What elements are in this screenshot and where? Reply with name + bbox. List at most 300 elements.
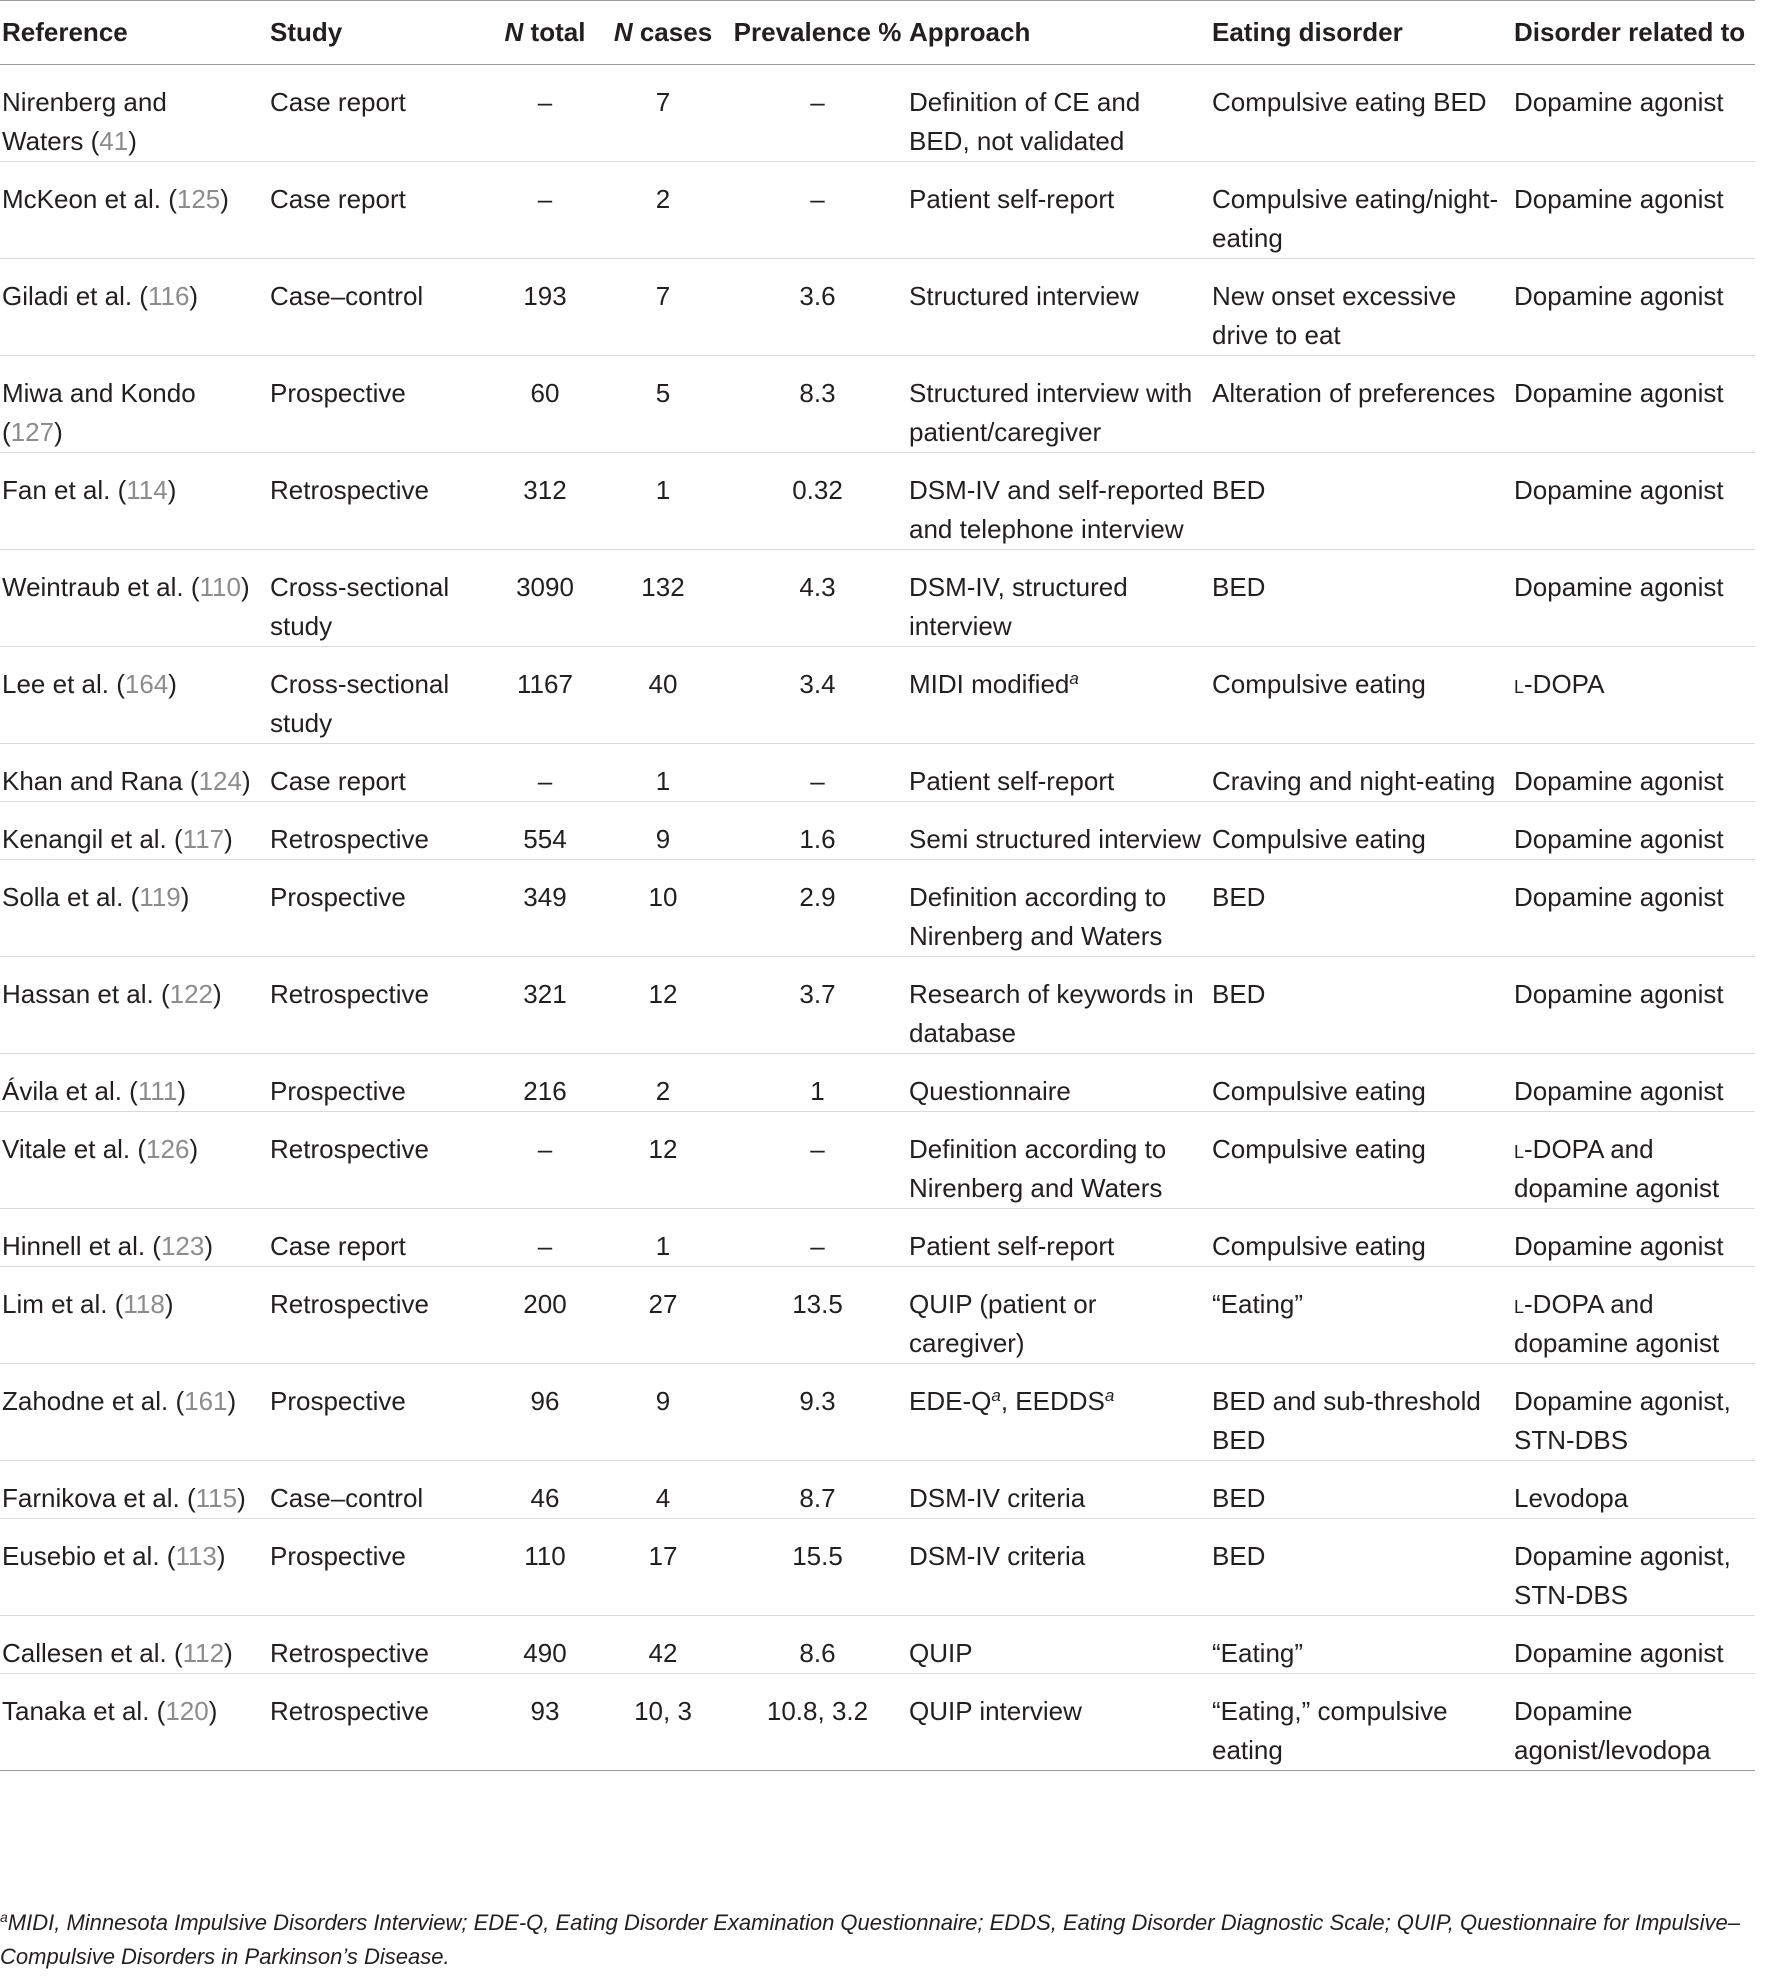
footnote-marker: a bbox=[0, 1909, 8, 1925]
reference-close-paren: ) bbox=[128, 126, 137, 156]
approach-text: Patient self-report bbox=[909, 1231, 1115, 1261]
cell-prevalence: 10.8, 3.2 bbox=[728, 1674, 907, 1771]
related-to-text: Dopamine agonist/levodopa bbox=[1514, 1696, 1711, 1765]
reference-author: Giladi et al. ( bbox=[2, 281, 148, 311]
approach-text: QUIP (patient or caregiver) bbox=[909, 1289, 1097, 1358]
reference-close-paren: ) bbox=[224, 1638, 233, 1668]
cell-study: Case–control bbox=[268, 259, 492, 356]
approach-text: DSM-IV, structured interview bbox=[909, 572, 1128, 641]
reference-citation-number: 113 bbox=[175, 1541, 217, 1571]
cell-approach bbox=[907, 1209, 1210, 1267]
cell-disorder-related-to bbox=[1512, 1054, 1755, 1112]
reference-close-paren: ) bbox=[54, 417, 63, 447]
cell-eating-disorder: “Eating,” compulsive eating bbox=[1210, 1674, 1512, 1771]
reference-citation-number: 125 bbox=[176, 184, 221, 214]
cell-approach bbox=[907, 957, 1210, 1054]
cell-eating-disorder: Alteration of preferences bbox=[1210, 356, 1512, 453]
cell-eating-disorder: Compulsive eating bbox=[1210, 802, 1512, 860]
cell-n-total: – bbox=[492, 1112, 598, 1209]
cell-eating-disorder: Compulsive eating bbox=[1210, 1112, 1512, 1209]
reference-close-paren: ) bbox=[224, 824, 233, 854]
reference-author: Waters ( bbox=[2, 126, 100, 156]
cell-disorder-related-to bbox=[1512, 1461, 1755, 1519]
cell-disorder-related-to bbox=[1512, 453, 1755, 550]
related-to-text: Dopamine agonist bbox=[1514, 475, 1724, 505]
header-study: Study bbox=[268, 1, 492, 65]
cell-n-total: 3090 bbox=[492, 550, 598, 647]
cell-n-cases: 2 bbox=[598, 162, 728, 259]
reference-citation-number: 115 bbox=[195, 1483, 238, 1513]
table-row bbox=[0, 550, 1755, 647]
cell-disorder-related-to bbox=[1512, 550, 1755, 647]
reference-author: Lee et al. ( bbox=[2, 669, 125, 699]
cell-prevalence: – bbox=[728, 1209, 907, 1267]
cell-eating-disorder: BED bbox=[1210, 957, 1512, 1054]
reference-author: Solla et al. ( bbox=[2, 882, 140, 912]
reference-close-paren: ) bbox=[168, 669, 177, 699]
cell-prevalence: 1 bbox=[728, 1054, 907, 1112]
related-to-text: Dopamine agonist bbox=[1514, 281, 1724, 311]
related-to-text: Dopamine agonist bbox=[1514, 1231, 1724, 1261]
cell-reference bbox=[0, 647, 268, 744]
cell-study: Retrospective bbox=[268, 453, 492, 550]
reference-author: Khan and Rana ( bbox=[2, 766, 199, 796]
reference-citation-number: 127 bbox=[10, 417, 55, 447]
cell-n-cases: 27 bbox=[598, 1267, 728, 1364]
cell-study: Retrospective bbox=[268, 1112, 492, 1209]
header-row bbox=[0, 1, 1755, 65]
cell-prevalence: 0.32 bbox=[728, 453, 907, 550]
related-to-text: -DOPA and dopamine agonist bbox=[1514, 1134, 1720, 1203]
table-row bbox=[0, 1616, 1755, 1674]
cell-eating-disorder: Compulsive eating bbox=[1210, 1054, 1512, 1112]
reference-citation-number: 164 bbox=[124, 669, 169, 699]
approach-text: DSM-IV and self-reported and telephone interview bbox=[909, 475, 1204, 544]
table-row bbox=[0, 1209, 1755, 1267]
cell-n-cases: 1 bbox=[598, 1209, 728, 1267]
cell-prevalence: 8.6 bbox=[728, 1616, 907, 1674]
cell-approach bbox=[907, 1461, 1210, 1519]
header-n-total-label: total bbox=[523, 17, 586, 47]
cell-study: Cross-sectional study bbox=[268, 647, 492, 744]
related-to-text: Dopamine agonist bbox=[1514, 882, 1724, 912]
cell-n-cases: 10 bbox=[598, 860, 728, 957]
cell-reference bbox=[0, 1674, 268, 1771]
approach-footnote-marker: a bbox=[991, 1386, 1001, 1405]
reference-author: Fan et al. ( bbox=[2, 475, 127, 505]
approach-footnote-marker-secondary: a bbox=[1104, 1386, 1115, 1405]
cell-reference bbox=[0, 957, 268, 1054]
table-row bbox=[0, 860, 1755, 957]
table-row bbox=[0, 1519, 1755, 1616]
cell-reference bbox=[0, 802, 268, 860]
reference-author-line: Miwa and Kondo bbox=[2, 378, 196, 408]
cell-prevalence: 8.7 bbox=[728, 1461, 907, 1519]
cell-reference bbox=[0, 1364, 268, 1461]
cell-prevalence: 13.5 bbox=[728, 1267, 907, 1364]
reference-close-paren: ) bbox=[241, 766, 251, 796]
reference-close-paren: ) bbox=[180, 882, 190, 912]
table-row bbox=[0, 1054, 1755, 1112]
cell-reference bbox=[0, 356, 268, 453]
cell-approach bbox=[907, 550, 1210, 647]
cell-n-cases: 10, 3 bbox=[598, 1674, 728, 1771]
approach-text: Patient self-report bbox=[909, 766, 1115, 796]
reference-author: Vitale et al. ( bbox=[2, 1134, 147, 1164]
related-to-text: Dopamine agonist bbox=[1514, 1638, 1724, 1668]
table-header bbox=[0, 1, 1755, 65]
related-to-text: Dopamine agonist bbox=[1514, 1076, 1724, 1106]
cell-prevalence: 8.3 bbox=[728, 356, 907, 453]
reference-author: Callesen et al. ( bbox=[2, 1638, 183, 1668]
cell-approach bbox=[907, 1364, 1210, 1461]
table-row bbox=[0, 453, 1755, 550]
related-to-smallcaps-prefix: l bbox=[1514, 1289, 1525, 1319]
reference-author-line: Nirenberg and bbox=[2, 87, 167, 117]
cell-approach bbox=[907, 802, 1210, 860]
reference-close-paren: ) bbox=[208, 1696, 218, 1726]
reference-author: Tanaka et al. ( bbox=[2, 1696, 166, 1726]
reference-author: Hinnell et al. ( bbox=[2, 1231, 161, 1261]
cell-n-cases: 2 bbox=[598, 1054, 728, 1112]
cell-n-total: 554 bbox=[492, 802, 598, 860]
reference-citation-number: 116 bbox=[147, 281, 190, 311]
cell-disorder-related-to bbox=[1512, 162, 1755, 259]
reference-close-paren: ) bbox=[189, 281, 199, 311]
approach-text: Semi structured interview bbox=[909, 824, 1201, 854]
reference-close-paren: ) bbox=[204, 1231, 214, 1261]
approach-text: QUIP interview bbox=[909, 1696, 1082, 1726]
cell-approach bbox=[907, 744, 1210, 802]
reference-author: McKeon et al. ( bbox=[2, 184, 177, 214]
cell-study: Retrospective bbox=[268, 802, 492, 860]
header-n-cases-n: N bbox=[613, 17, 633, 47]
table-row bbox=[0, 957, 1755, 1054]
approach-text: Research of keywords in database bbox=[909, 979, 1194, 1048]
cell-reference bbox=[0, 1209, 268, 1267]
related-to-text: Dopamine agonist, STN-DBS bbox=[1514, 1541, 1731, 1610]
reference-close-paren: ) bbox=[237, 1483, 246, 1513]
reference-author: Farnikova et al. ( bbox=[2, 1483, 196, 1513]
cell-approach bbox=[907, 647, 1210, 744]
reference-citation-number: 124 bbox=[198, 766, 242, 796]
footnote-text: MIDI, Minnesota Impulsive Disorders Interview; EDE-Q, Eating Disorder Examination Questionnaire; EDDS, Eating Disorder Diagnostic Scale; QUIP, Questionnaire for Impulsive–Compulsive Disorders in Parkinson’s Disease. bbox=[0, 1910, 1740, 1969]
reference-citation-number: 120 bbox=[165, 1696, 209, 1726]
approach-text: DSM-IV criteria bbox=[909, 1541, 1086, 1571]
cell-n-total: 216 bbox=[492, 1054, 598, 1112]
cell-eating-disorder: BED bbox=[1210, 1519, 1512, 1616]
cell-n-total: 93 bbox=[492, 1674, 598, 1771]
cell-reference bbox=[0, 860, 268, 957]
cell-reference bbox=[0, 1461, 268, 1519]
cell-study: Cross-sectional study bbox=[268, 550, 492, 647]
reference-author: Weintraub et al. ( bbox=[2, 572, 200, 602]
reference-citation-number: 118 bbox=[123, 1289, 165, 1319]
cell-n-cases: 12 bbox=[598, 957, 728, 1054]
header-eating-disorder: Eating disorder bbox=[1210, 1, 1512, 65]
cell-n-cases: 7 bbox=[598, 259, 728, 356]
cell-n-total: 312 bbox=[492, 453, 598, 550]
cell-disorder-related-to bbox=[1512, 1674, 1755, 1771]
approach-text: Definition according to Nirenberg and Waters bbox=[909, 1134, 1167, 1203]
cell-approach bbox=[907, 860, 1210, 957]
approach-text: QUIP bbox=[909, 1638, 973, 1668]
cell-n-total: – bbox=[492, 1209, 598, 1267]
approach-text: EDE-Q bbox=[909, 1386, 992, 1416]
cell-prevalence: 9.3 bbox=[728, 1364, 907, 1461]
cell-eating-disorder: Compulsive eating BED bbox=[1210, 65, 1512, 162]
cell-n-cases: 42 bbox=[598, 1616, 728, 1674]
cell-reference bbox=[0, 65, 268, 162]
header-n-total-n: N bbox=[504, 17, 524, 47]
cell-approach bbox=[907, 1674, 1210, 1771]
cell-n-cases: 9 bbox=[598, 1364, 728, 1461]
cell-n-total: 490 bbox=[492, 1616, 598, 1674]
cell-approach bbox=[907, 1267, 1210, 1364]
cell-study: Retrospective bbox=[268, 957, 492, 1054]
table-row bbox=[0, 1674, 1755, 1771]
table-row bbox=[0, 1364, 1755, 1461]
related-to-smallcaps-prefix: l bbox=[1514, 1134, 1525, 1164]
cell-study: Case report bbox=[268, 1209, 492, 1267]
table-row bbox=[0, 259, 1755, 356]
cell-disorder-related-to bbox=[1512, 744, 1755, 802]
related-to-smallcaps-prefix: l bbox=[1514, 669, 1525, 699]
cell-study: Retrospective bbox=[268, 1674, 492, 1771]
cell-prevalence: – bbox=[728, 65, 907, 162]
cell-study: Prospective bbox=[268, 1519, 492, 1616]
cell-n-cases: 4 bbox=[598, 1461, 728, 1519]
cell-prevalence: – bbox=[728, 744, 907, 802]
cell-study: Case report bbox=[268, 744, 492, 802]
cell-approach bbox=[907, 162, 1210, 259]
cell-n-total: – bbox=[492, 65, 598, 162]
table-row bbox=[0, 802, 1755, 860]
cell-study: Case–control bbox=[268, 1461, 492, 1519]
cell-disorder-related-to bbox=[1512, 1112, 1755, 1209]
cell-disorder-related-to bbox=[1512, 957, 1755, 1054]
cell-prevalence: 3.7 bbox=[728, 957, 907, 1054]
approach-text: Definition of CE and BED, not validated bbox=[909, 87, 1141, 156]
approach-text: Questionnaire bbox=[909, 1076, 1071, 1106]
approach-text: Structured interview bbox=[909, 281, 1139, 311]
cell-reference bbox=[0, 1519, 268, 1616]
reference-author: Kenangil et al. ( bbox=[2, 824, 183, 854]
cell-reference bbox=[0, 744, 268, 802]
reference-author: Lim et al. ( bbox=[2, 1289, 124, 1319]
approach-footnote-marker: a bbox=[1069, 669, 1079, 688]
cell-eating-disorder: Craving and night-eating bbox=[1210, 744, 1512, 802]
reference-citation-number: 110 bbox=[199, 572, 241, 602]
cell-eating-disorder: BED and sub-threshold BED bbox=[1210, 1364, 1512, 1461]
cell-approach bbox=[907, 1112, 1210, 1209]
cell-eating-disorder: “Eating” bbox=[1210, 1616, 1512, 1674]
cell-prevalence: 3.6 bbox=[728, 259, 907, 356]
cell-disorder-related-to bbox=[1512, 1364, 1755, 1461]
cell-disorder-related-to bbox=[1512, 802, 1755, 860]
header-disorder-related-to: Disorder related to bbox=[1512, 1, 1755, 65]
cell-n-cases: 12 bbox=[598, 1112, 728, 1209]
cell-prevalence: 15.5 bbox=[728, 1519, 907, 1616]
reference-close-paren: ) bbox=[177, 1076, 187, 1106]
reference-citation-number: 161 bbox=[184, 1386, 228, 1416]
cell-disorder-related-to bbox=[1512, 1209, 1755, 1267]
table-row bbox=[0, 647, 1755, 744]
cell-n-total: – bbox=[492, 162, 598, 259]
table-row bbox=[0, 1112, 1755, 1209]
related-to-text: Dopamine agonist bbox=[1514, 87, 1724, 117]
table-row bbox=[0, 162, 1755, 259]
reference-close-paren: ) bbox=[189, 1134, 199, 1164]
cell-study: Prospective bbox=[268, 356, 492, 453]
cell-disorder-related-to bbox=[1512, 1616, 1755, 1674]
reference-citation-number: 119 bbox=[139, 882, 181, 912]
cell-prevalence: – bbox=[728, 162, 907, 259]
cell-reference bbox=[0, 259, 268, 356]
table-row bbox=[0, 356, 1755, 453]
cell-n-total: 96 bbox=[492, 1364, 598, 1461]
cell-eating-disorder: Compulsive eating/night-eating bbox=[1210, 162, 1512, 259]
cell-study: Prospective bbox=[268, 1364, 492, 1461]
cell-approach bbox=[907, 1519, 1210, 1616]
cell-n-total: 60 bbox=[492, 356, 598, 453]
reference-close-paren: ) bbox=[164, 1289, 174, 1319]
cell-study: Retrospective bbox=[268, 1616, 492, 1674]
reference-close-paren: ) bbox=[167, 475, 177, 505]
cell-reference bbox=[0, 550, 268, 647]
cell-n-cases: 5 bbox=[598, 356, 728, 453]
cell-study: Prospective bbox=[268, 860, 492, 957]
cell-disorder-related-to bbox=[1512, 1267, 1755, 1364]
cell-approach bbox=[907, 453, 1210, 550]
cell-reference bbox=[0, 162, 268, 259]
cell-n-cases: 1 bbox=[598, 744, 728, 802]
cell-n-total: 110 bbox=[492, 1519, 598, 1616]
cell-approach bbox=[907, 1054, 1210, 1112]
reference-close-paren: ) bbox=[227, 1386, 237, 1416]
table-footnote bbox=[0, 1906, 1760, 1974]
reference-author: ( bbox=[2, 417, 11, 447]
cell-n-total: 349 bbox=[492, 860, 598, 957]
approach-text: DSM-IV criteria bbox=[909, 1483, 1086, 1513]
cell-reference bbox=[0, 1267, 268, 1364]
table-row bbox=[0, 1461, 1755, 1519]
cell-prevalence: 4.3 bbox=[728, 550, 907, 647]
cell-disorder-related-to bbox=[1512, 356, 1755, 453]
cell-eating-disorder: Compulsive eating bbox=[1210, 647, 1512, 744]
cell-disorder-related-to bbox=[1512, 860, 1755, 957]
header-approach: Approach bbox=[907, 1, 1210, 65]
cell-study: Case report bbox=[268, 65, 492, 162]
approach-text: Structured interview with patient/caregiver bbox=[909, 378, 1193, 447]
cell-approach bbox=[907, 259, 1210, 356]
header-reference: Reference bbox=[0, 1, 268, 65]
cell-n-total: – bbox=[492, 744, 598, 802]
cell-study: Case report bbox=[268, 162, 492, 259]
related-to-text: Dopamine agonist bbox=[1514, 184, 1724, 214]
cell-prevalence: 2.9 bbox=[728, 860, 907, 957]
cell-approach bbox=[907, 65, 1210, 162]
cell-n-cases: 9 bbox=[598, 802, 728, 860]
reference-citation-number: 117 bbox=[182, 824, 225, 854]
cell-study: Retrospective bbox=[268, 1267, 492, 1364]
reference-citation-number: 114 bbox=[126, 475, 168, 505]
reference-close-paren: ) bbox=[220, 184, 229, 214]
related-to-text: Dopamine agonist bbox=[1514, 824, 1724, 854]
cell-eating-disorder: New onset excessive drive to eat bbox=[1210, 259, 1512, 356]
approach-text-secondary: , EEDDS bbox=[1000, 1386, 1105, 1416]
cell-eating-disorder: BED bbox=[1210, 1461, 1512, 1519]
header-n-cases-label: cases bbox=[632, 17, 713, 47]
cell-n-total: 200 bbox=[492, 1267, 598, 1364]
cell-reference bbox=[0, 1112, 268, 1209]
reference-citation-number: 111 bbox=[137, 1076, 178, 1106]
cell-disorder-related-to bbox=[1512, 65, 1755, 162]
reference-author: Zahodne et al. ( bbox=[2, 1386, 185, 1416]
table-row bbox=[0, 1267, 1755, 1364]
cell-n-total: 1167 bbox=[492, 647, 598, 744]
cell-reference bbox=[0, 1616, 268, 1674]
approach-text: Definition according to Nirenberg and Waters bbox=[909, 882, 1167, 951]
cell-reference bbox=[0, 1054, 268, 1112]
reference-citation-number: 126 bbox=[146, 1134, 190, 1164]
cell-disorder-related-to bbox=[1512, 1519, 1755, 1616]
reference-citation-number: 41 bbox=[99, 126, 129, 156]
cell-n-total: 321 bbox=[492, 957, 598, 1054]
cell-n-total: 193 bbox=[492, 259, 598, 356]
cell-disorder-related-to bbox=[1512, 259, 1755, 356]
cell-eating-disorder: BED bbox=[1210, 453, 1512, 550]
cell-prevalence: 1.6 bbox=[728, 802, 907, 860]
reference-author: Eusebio et al. ( bbox=[2, 1541, 176, 1571]
cell-study: Prospective bbox=[268, 1054, 492, 1112]
cell-n-cases: 1 bbox=[598, 453, 728, 550]
reference-close-paren: ) bbox=[213, 979, 222, 1009]
reference-citation-number: 122 bbox=[169, 979, 214, 1009]
related-to-text: -DOPA and dopamine agonist bbox=[1514, 1289, 1720, 1358]
related-to-text: Dopamine agonist, STN-DBS bbox=[1514, 1386, 1731, 1455]
reference-close-paren: ) bbox=[240, 572, 250, 602]
approach-text: Patient self-report bbox=[909, 184, 1115, 214]
approach-text: MIDI modified bbox=[909, 669, 1070, 699]
reference-citation-number: 123 bbox=[160, 1231, 205, 1261]
cell-approach bbox=[907, 356, 1210, 453]
related-to-text: Dopamine agonist bbox=[1514, 979, 1724, 1009]
table-row bbox=[0, 65, 1755, 162]
header-prevalence: Prevalence % bbox=[728, 1, 907, 65]
cell-n-cases: 132 bbox=[598, 550, 728, 647]
related-to-text: Dopamine agonist bbox=[1514, 572, 1724, 602]
cell-eating-disorder: “Eating” bbox=[1210, 1267, 1512, 1364]
related-to-text: Dopamine agonist bbox=[1514, 378, 1724, 408]
related-to-text: -DOPA bbox=[1524, 669, 1605, 699]
cell-n-total: 46 bbox=[492, 1461, 598, 1519]
cell-n-cases: 17 bbox=[598, 1519, 728, 1616]
reference-author: Hassan et al. ( bbox=[2, 979, 170, 1009]
reference-citation-number: 112 bbox=[182, 1638, 225, 1668]
cell-eating-disorder: BED bbox=[1210, 550, 1512, 647]
related-to-text: Levodopa bbox=[1514, 1483, 1629, 1513]
cell-prevalence: – bbox=[728, 1112, 907, 1209]
table-row bbox=[0, 744, 1755, 802]
cell-n-cases: 7 bbox=[598, 65, 728, 162]
cell-n-cases: 40 bbox=[598, 647, 728, 744]
cell-eating-disorder: BED bbox=[1210, 860, 1512, 957]
cell-prevalence: 3.4 bbox=[728, 647, 907, 744]
cell-eating-disorder: Compulsive eating bbox=[1210, 1209, 1512, 1267]
cell-disorder-related-to bbox=[1512, 647, 1755, 744]
header-n-cases bbox=[598, 1, 728, 65]
